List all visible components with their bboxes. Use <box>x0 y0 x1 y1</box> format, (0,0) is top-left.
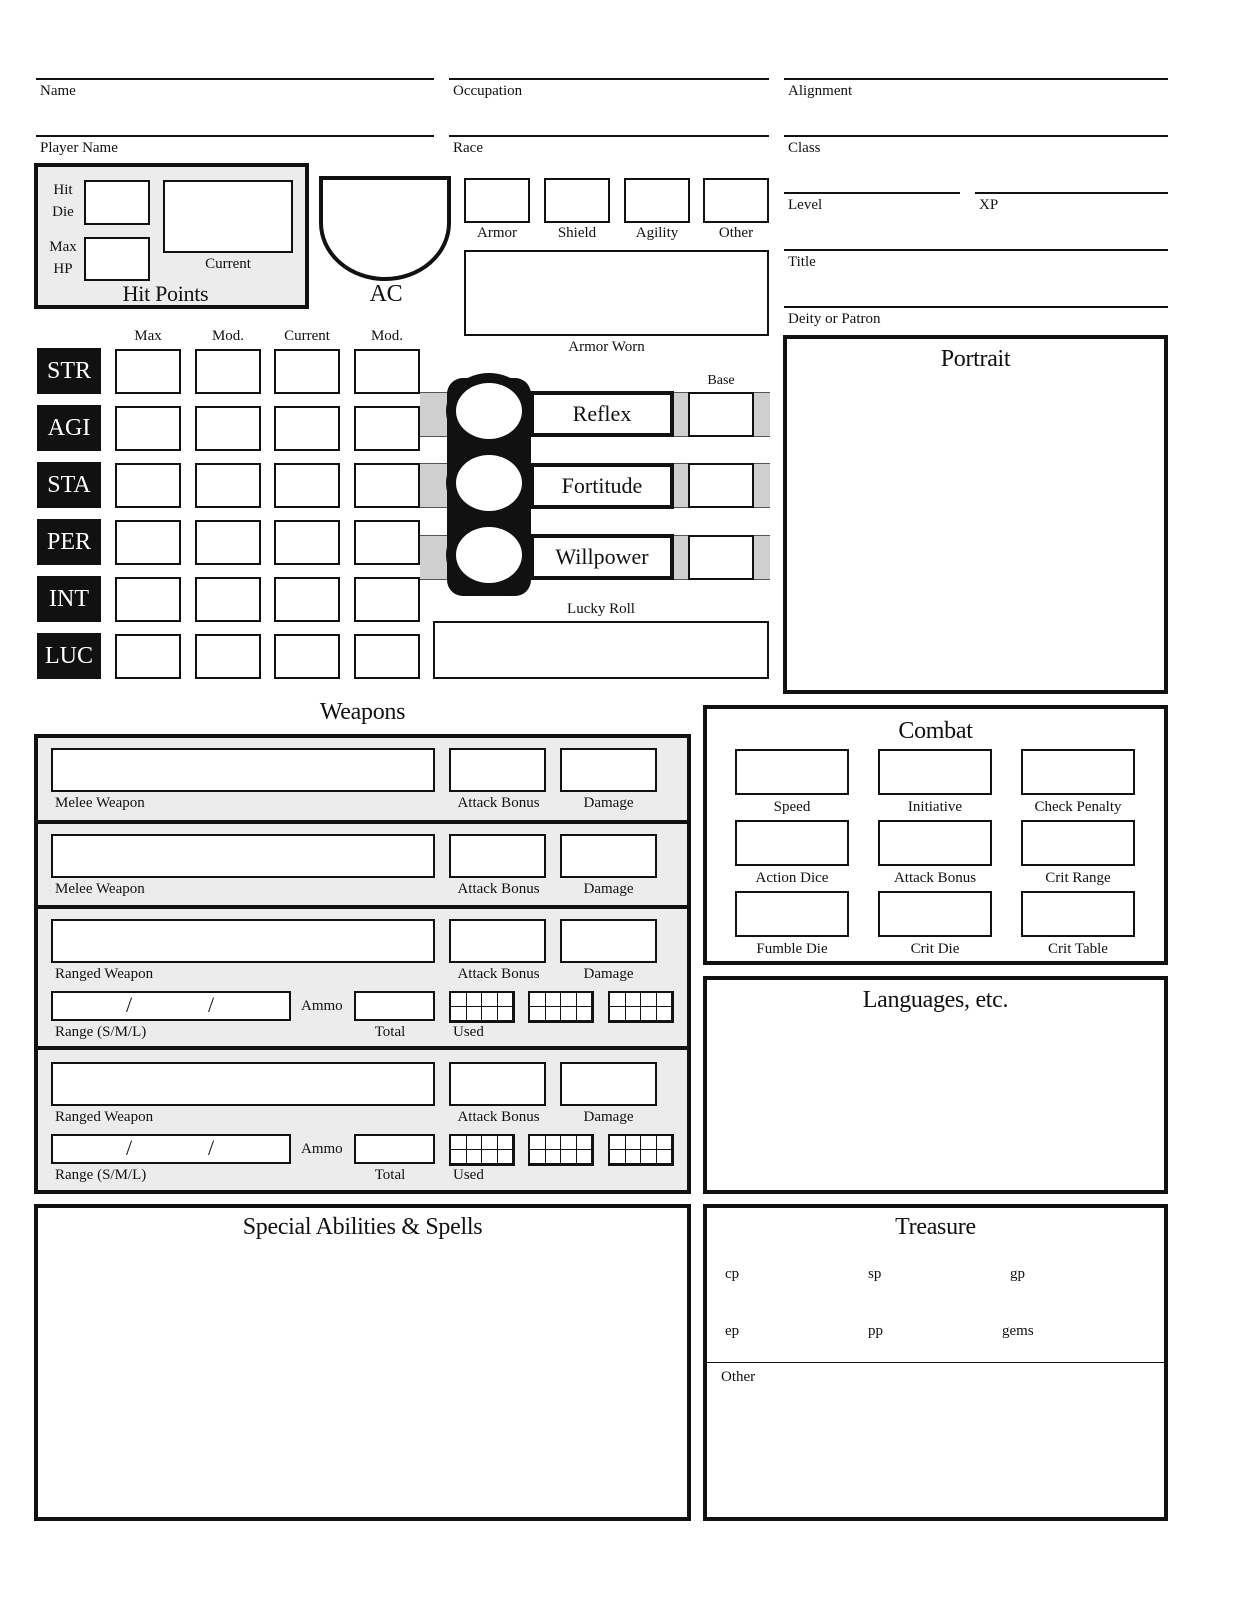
reflex-base-box[interactable] <box>688 392 754 437</box>
ability-int-max-box[interactable] <box>115 577 181 622</box>
ability-agi-current-box[interactable] <box>274 406 340 451</box>
treasure-panel <box>703 1204 1168 1521</box>
melee-1-damage-label: Damage <box>583 795 634 811</box>
ranged-2-range-label: Range (S/M/L) <box>55 1167 147 1183</box>
race-label: Race <box>453 140 483 156</box>
ability-agi-label: AGI <box>37 405 101 451</box>
ranged-1-range-field[interactable] <box>51 991 291 1021</box>
max-hp-box[interactable] <box>84 237 150 281</box>
melee-weapon-row-2 <box>38 824 687 905</box>
crit-table-box[interactable] <box>1021 891 1135 937</box>
race-line <box>449 135 769 137</box>
ability-agi-mod-box[interactable] <box>195 406 261 451</box>
col-max-label: Max <box>134 328 162 344</box>
deity-label: Deity or Patron <box>788 311 881 327</box>
ability-str-max-box[interactable] <box>115 349 181 394</box>
ability-sta-current-mod-box[interactable] <box>354 463 420 508</box>
melee-1-attack-box[interactable] <box>449 748 546 792</box>
hit-die-label-2: Die <box>52 204 74 220</box>
xp-line <box>975 192 1168 194</box>
ranged-2-range-slash-1: / <box>126 1135 133 1160</box>
ranged-1-damage-label: Damage <box>583 966 634 982</box>
ability-str-label: STR <box>37 348 101 394</box>
shield-box[interactable] <box>544 178 610 223</box>
gp-label: gp <box>1010 1266 1025 1282</box>
ac-title: AC <box>369 281 403 307</box>
ranged-2-range-field[interactable] <box>51 1134 291 1164</box>
current-hp-box[interactable] <box>163 180 293 253</box>
melee-2-damage-box[interactable] <box>560 834 657 878</box>
level-label: Level <box>788 197 823 213</box>
special-abilities-panel[interactable] <box>34 1204 691 1521</box>
crit-range-label: Crit Range <box>1045 870 1111 886</box>
col-mod-label: Mod. <box>211 328 245 344</box>
ranged-1-total-label: Total <box>374 1024 406 1040</box>
lucky-roll-box[interactable] <box>433 621 769 679</box>
ability-per-mod-box[interactable] <box>195 520 261 565</box>
melee-weapon-1-label: Melee Weapon <box>55 795 145 811</box>
melee-2-attack-box[interactable] <box>449 834 546 878</box>
languages-title: Languages, etc. <box>862 987 1009 1013</box>
hit-points-panel <box>34 163 309 309</box>
pp-label: pp <box>868 1323 883 1339</box>
ability-sta-max-box[interactable] <box>115 463 181 508</box>
shield-label: Shield <box>557 225 597 241</box>
alignment-label: Alignment <box>788 83 853 99</box>
ranged-2-used-grid-3[interactable] <box>608 1134 674 1166</box>
special-abilities-title: Special Abilities & Spells <box>242 1214 483 1240</box>
ranged-2-damage-label: Damage <box>583 1109 634 1125</box>
armor-worn-label: Armor Worn <box>568 339 645 355</box>
race-field[interactable] <box>449 100 769 134</box>
willpower-circle[interactable] <box>446 517 532 593</box>
reflex-circle[interactable] <box>446 373 532 449</box>
ranged-2-ammo-total-box[interactable] <box>354 1134 435 1164</box>
portrait-panel[interactable] <box>783 335 1168 694</box>
willpower-base-box[interactable] <box>688 535 754 580</box>
reflex-label: Reflex <box>530 391 674 437</box>
melee-1-attack-label: Attack Bonus <box>457 795 540 811</box>
check-penalty-label: Check Penalty <box>1034 799 1122 815</box>
speed-box[interactable] <box>735 749 849 795</box>
melee-weapon-2-label: Melee Weapon <box>55 881 145 897</box>
player-name-field[interactable] <box>36 100 434 134</box>
melee-weapon-2-field[interactable] <box>51 834 435 878</box>
agility-label: Agility <box>635 225 679 241</box>
ranged-1-range-slash-2: / <box>208 992 215 1017</box>
melee-2-damage-label: Damage <box>583 881 634 897</box>
fortitude-base-box[interactable] <box>688 463 754 508</box>
ranged-weapon-1-label: Ranged Weapon <box>55 966 154 982</box>
combat-panel <box>703 705 1168 965</box>
ability-per-current-mod-box[interactable] <box>354 520 420 565</box>
crit-die-label: Crit Die <box>910 941 960 957</box>
fortitude-circle[interactable] <box>446 445 532 521</box>
hit-points-title: Hit Points <box>122 281 209 306</box>
ranged-1-attack-label: Attack Bonus <box>457 966 540 982</box>
occupation-field[interactable] <box>449 40 769 76</box>
max-hp-label-1: Max <box>49 239 77 255</box>
ability-int-label: INT <box>37 576 101 622</box>
player-name-line <box>36 135 434 137</box>
ability-agi-max-box[interactable] <box>115 406 181 451</box>
portrait-title: Portrait <box>940 346 1011 372</box>
col-current-label: Current <box>284 328 330 344</box>
ranged-1-range-slash-1: / <box>126 992 133 1017</box>
treasure-divider <box>707 1362 1164 1363</box>
lucky-roll-label: Lucky Roll <box>567 601 635 617</box>
title-label: Title <box>788 254 816 270</box>
ranged-weapon-2-field[interactable] <box>51 1062 435 1106</box>
ability-luc-current-box[interactable] <box>274 634 340 679</box>
occupation-line <box>449 78 769 80</box>
ranged-2-range-slash-2: / <box>208 1135 215 1160</box>
ranged-1-ammo-label: Ammo <box>301 998 343 1014</box>
base-label: Base <box>707 373 735 388</box>
combat-title: Combat <box>898 718 973 744</box>
ac-shield-icon[interactable] <box>318 175 454 283</box>
ability-sta-current-box[interactable] <box>274 463 340 508</box>
combat-attack-bonus-label: Attack Bonus <box>893 870 977 886</box>
willpower-label: Willpower <box>530 534 674 580</box>
deity-line <box>784 306 1168 308</box>
level-field[interactable] <box>784 160 960 192</box>
ranged-weapon-row-2 <box>38 1050 687 1190</box>
weapons-title: Weapons <box>319 699 406 725</box>
speed-label: Speed <box>773 799 811 815</box>
ability-int-current-box[interactable] <box>274 577 340 622</box>
class-field[interactable] <box>784 100 1168 134</box>
ability-str-mod-box[interactable] <box>195 349 261 394</box>
melee-weapon-1-field[interactable] <box>51 748 435 792</box>
armor-label: Armor <box>477 225 517 241</box>
level-line <box>784 192 960 194</box>
ep-label: ep <box>725 1323 740 1339</box>
ranged-2-attack-label: Attack Bonus <box>457 1109 540 1125</box>
armor-worn-box[interactable] <box>464 250 769 336</box>
languages-panel[interactable] <box>703 976 1168 1194</box>
name-line <box>36 78 434 80</box>
cp-label: cp <box>725 1266 740 1282</box>
ranged-2-damage-box[interactable] <box>560 1062 657 1106</box>
xp-field[interactable] <box>975 160 1168 192</box>
ranged-1-used-grid-2[interactable] <box>528 991 594 1023</box>
crit-die-box[interactable] <box>878 891 992 937</box>
crit-table-label: Crit Table <box>1048 941 1108 957</box>
ranged-1-ammo-total-box[interactable] <box>354 991 435 1021</box>
ability-luc-max-box[interactable] <box>115 634 181 679</box>
ability-luc-label: LUC <box>37 633 101 679</box>
name-field[interactable] <box>36 40 434 76</box>
combat-attack-bonus-box[interactable] <box>878 820 992 866</box>
ranged-1-range-label: Range (S/M/L) <box>55 1024 147 1040</box>
deity-field[interactable] <box>784 274 1168 306</box>
other-ac-label: Other <box>718 225 754 241</box>
ranged-weapon-2-label: Ranged Weapon <box>55 1109 154 1125</box>
ability-per-label: PER <box>37 519 101 565</box>
ranged-1-used-grid-1[interactable] <box>449 991 515 1023</box>
occupation-label: Occupation <box>453 83 523 99</box>
ability-sta-mod-box[interactable] <box>195 463 261 508</box>
fumble-die-label: Fumble Die <box>756 941 828 957</box>
check-penalty-box[interactable] <box>1021 749 1135 795</box>
name-label: Name <box>40 83 76 99</box>
sp-label: sp <box>868 1266 882 1282</box>
col-mod2-label: Mod. <box>370 328 404 344</box>
max-hp-label-2: HP <box>53 261 73 277</box>
ranged-weapon-1-field[interactable] <box>51 919 435 963</box>
ranged-2-total-label: Total <box>374 1167 406 1183</box>
gems-label: gems <box>1002 1323 1034 1339</box>
ability-int-current-mod-box[interactable] <box>354 577 420 622</box>
other-ac-box[interactable] <box>703 178 769 223</box>
melee-1-damage-box[interactable] <box>560 748 657 792</box>
hit-die-box[interactable] <box>84 180 150 225</box>
treasure-other-label: Other <box>721 1369 756 1385</box>
fumble-die-box[interactable] <box>735 891 849 937</box>
ranged-weapon-row-1 <box>38 909 687 1046</box>
ability-per-current-box[interactable] <box>274 520 340 565</box>
ranged-1-damage-box[interactable] <box>560 919 657 963</box>
ranged-2-used-label: Used <box>453 1167 484 1183</box>
ability-per-max-box[interactable] <box>115 520 181 565</box>
ranged-1-attack-box[interactable] <box>449 919 546 963</box>
action-dice-box[interactable] <box>735 820 849 866</box>
treasure-title: Treasure <box>895 1214 976 1240</box>
crit-range-box[interactable] <box>1021 820 1135 866</box>
title-line <box>784 249 1168 251</box>
melee-2-attack-label: Attack Bonus <box>457 881 540 897</box>
ability-int-mod-box[interactable] <box>195 577 261 622</box>
alignment-field[interactable] <box>784 40 1168 76</box>
ranged-2-used-grid-2[interactable] <box>528 1134 594 1166</box>
xp-label: XP <box>979 197 999 213</box>
ability-sta-label: STA <box>37 462 101 508</box>
player-name-label: Player Name <box>40 140 118 156</box>
agility-box[interactable] <box>624 178 690 223</box>
ranged-2-used-grid-1[interactable] <box>449 1134 515 1166</box>
initiative-box[interactable] <box>878 749 992 795</box>
ranged-1-used-grid-3[interactable] <box>608 991 674 1023</box>
melee-weapon-row-1 <box>38 738 687 820</box>
hit-die-label-1: Hit <box>53 182 73 198</box>
fortitude-label: Fortitude <box>530 463 674 509</box>
ranged-2-ammo-label: Ammo <box>301 1141 343 1157</box>
ability-str-current-box[interactable] <box>274 349 340 394</box>
class-line <box>784 135 1168 137</box>
alignment-line <box>784 78 1168 80</box>
ability-str-current-mod-box[interactable] <box>354 349 420 394</box>
title-field[interactable] <box>784 217 1168 249</box>
action-dice-label: Action Dice <box>755 870 829 886</box>
class-label: Class <box>788 140 821 156</box>
ability-luc-current-mod-box[interactable] <box>354 634 420 679</box>
ranged-1-used-label: Used <box>453 1024 484 1040</box>
armor-box[interactable] <box>464 178 530 223</box>
ranged-2-attack-box[interactable] <box>449 1062 546 1106</box>
ability-luc-mod-box[interactable] <box>195 634 261 679</box>
initiative-label: Initiative <box>907 799 963 815</box>
ability-agi-current-mod-box[interactable] <box>354 406 420 451</box>
current-hp-label: Current <box>205 256 251 272</box>
